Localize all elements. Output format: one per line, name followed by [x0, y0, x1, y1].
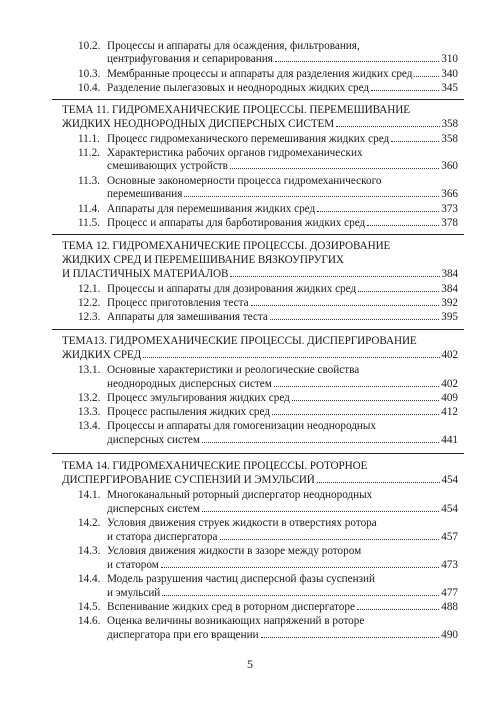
item-number: 14.2. — [78, 517, 101, 529]
item-title: Разделение пылегазовых и неоднородных жидких сред — [107, 82, 370, 94]
item-number: 12.3. — [78, 311, 101, 323]
page-ref: 360 — [441, 160, 458, 172]
page-ref: 490 — [441, 629, 458, 641]
item-title-cont: перемешивания — [107, 188, 183, 200]
toc-item-11-2-cont — [107, 160, 458, 173]
item-number: 14.4. — [78, 573, 101, 585]
item-row — [107, 68, 458, 81]
item-title: Процессы и аппараты для гомогенизации неоднородных — [107, 420, 377, 432]
page-ref: 488 — [441, 601, 458, 613]
item-title-cont: диспергатора при его вращении — [107, 629, 259, 641]
page-ref: 358 — [441, 118, 458, 130]
toc-item-13-1-cont — [107, 378, 458, 391]
page-ref: 441 — [441, 434, 458, 446]
toc-item-14-6-cont — [107, 629, 458, 642]
theme-14-title: ТЕМА 14. ГИДРОМЕХАНИЧЕСКИЕ ПРОЦЕССЫ. РОТОРНОЕ — [62, 460, 368, 472]
page-ref: 454 — [441, 503, 458, 515]
item-row — [107, 203, 458, 216]
item-row — [107, 406, 458, 419]
item-row — [107, 217, 458, 230]
page-ref: 402 — [441, 349, 458, 361]
toc-item-11-3-cont — [107, 188, 458, 201]
item-number: 12.1. — [78, 283, 101, 295]
page-ref: 412 — [441, 406, 458, 418]
item-row — [107, 392, 458, 405]
theme-13-title-cont — [62, 349, 458, 362]
item-title-cont: и статором — [107, 559, 159, 571]
item-title-cont: центрифугования и сепарирования — [107, 53, 273, 65]
item-row — [107, 133, 458, 146]
item-number: 11.2. — [78, 147, 100, 159]
page-ref: 373 — [441, 203, 458, 215]
item-number: 11.4. — [78, 203, 100, 215]
item-number: 14.5. — [78, 601, 101, 613]
toc-item-14-1-cont — [107, 503, 458, 516]
toc-item-14-2-cont — [107, 531, 458, 544]
page-ref: 366 — [441, 188, 458, 200]
item-number: 10.2. — [78, 40, 101, 52]
item-title: Модель разрушения частиц дисперсной фазы суспензий — [107, 573, 375, 585]
divider — [52, 234, 464, 235]
item-title: Процесс приготовления теста — [107, 297, 249, 309]
divider — [52, 329, 464, 330]
page-ref: 402 — [441, 378, 458, 390]
item-number: 13.2. — [78, 392, 101, 404]
toc-item-10-2-cont — [107, 53, 458, 66]
item-title-cont: неоднородных дисперсных систем — [107, 378, 272, 390]
page-ref: 395 — [441, 311, 458, 323]
theme-11-title-cont — [62, 118, 458, 131]
item-title: Основные характеристики и реологические свойства — [107, 364, 360, 376]
theme-14-title-cont — [62, 474, 458, 487]
item-title: Процесс и аппараты для барботирования жидких сред — [107, 217, 366, 229]
item-title: Условия движения жидкости в зазоре между ротором — [107, 545, 362, 557]
theme-12-title-cont: ЖИДКИХ СРЕД И ПЕРЕМЕШИВАНИЕ ВЯЗКОУПРУГИХ — [62, 254, 344, 266]
item-title-cont: дисперсных систем — [107, 503, 200, 515]
theme-11-title: ТЕМА 11. ГИДРОМЕХАНИЧЕСКИЕ ПРОЦЕССЫ. ПЕРЕМЕШИВАНИЕ — [62, 104, 410, 116]
item-number: 10.4. — [78, 82, 101, 94]
item-row — [107, 283, 458, 296]
divider — [52, 99, 464, 100]
item-title: Аппараты для перемешивания жидких сред — [107, 203, 316, 215]
item-number: 11.5. — [78, 217, 100, 229]
toc-item-14-3-cont — [107, 559, 458, 572]
page-ref: 457 — [441, 531, 458, 543]
item-title: Многоканальный роторный диспергатор неоднородных — [107, 489, 373, 501]
page-number: 5 — [247, 657, 253, 671]
theme-title-cont: ЖИДКИХ НЕОДНОРОДНЫХ ДИСПЕРСНЫХ СИСТЕМ — [62, 118, 335, 130]
page-ref: 384 — [441, 283, 458, 295]
item-title: Процесс распыления жидких сред — [107, 406, 271, 418]
item-title: Аппараты для замешивания теста — [107, 311, 268, 323]
toc-item-14-4-cont — [107, 587, 458, 600]
page-ref: 454 — [441, 474, 458, 486]
toc-item-13-4-cont — [107, 434, 458, 447]
item-title: Основные закономерности процесса гидромеханического — [107, 175, 382, 187]
item-title-cont: и статора диспергатора — [107, 531, 218, 543]
item-row — [107, 311, 458, 324]
theme-12-title-cont2 — [62, 268, 458, 281]
page-ref: 340 — [441, 68, 458, 80]
item-number: 11.3. — [78, 175, 100, 187]
page-ref: 473 — [441, 559, 458, 571]
page-ref: 477 — [441, 587, 458, 599]
page-ref: 358 — [441, 133, 458, 145]
item-number: 14.6. — [78, 615, 101, 627]
item-title-cont: дисперсных систем — [107, 434, 200, 446]
item-title: Условия движения струек жидкости в отверстиях ротора — [107, 517, 377, 529]
item-title: Характеристика рабочих органов гидромеханических — [107, 147, 363, 159]
item-row — [107, 82, 458, 95]
theme-title-cont: ДИСПЕРГИРОВАНИЕ СУСПЕНЗИЙ И ЭМУЛЬСИЙ — [62, 474, 315, 486]
page-ref: 409 — [441, 392, 458, 404]
theme-13-title: ТЕМА13. ГИДРОМЕХАНИЧЕСКИЕ ПРОЦЕССЫ. ДИСПЕРГИРОВАНИЕ — [62, 335, 417, 347]
item-title: Мембранные процессы и аппараты для разделения жидких сред — [107, 68, 413, 80]
item-number: 13.1. — [78, 364, 101, 376]
item-number: 12.2. — [78, 297, 101, 309]
page-ref: 310 — [441, 53, 458, 65]
page-ref: 345 — [441, 82, 458, 94]
item-title: Процесс эмульгирования жидких сред — [107, 392, 290, 404]
item-title-cont: и эмульсий — [107, 587, 161, 599]
item-number: 13.3. — [78, 406, 101, 418]
item-row — [107, 297, 458, 310]
item-title: Процесс гидромеханического перемешивания жидких сред — [107, 133, 390, 145]
item-title: Процессы и аппараты для дозирования жидких сред — [107, 283, 357, 295]
item-number: 14.3. — [78, 545, 101, 557]
item-number: 10.3. — [78, 68, 101, 80]
item-number: 14.1. — [78, 489, 101, 501]
page-ref: 378 — [441, 217, 458, 229]
theme-12-title: ТЕМА 12. ГИДРОМЕХАНИЧЕСКИЕ ПРОЦЕССЫ. ДОЗИРОВАНИЕ — [62, 240, 391, 252]
theme-title-cont: ЖИДКИХ СРЕД — [62, 349, 142, 361]
item-title: Процессы и аппараты для осаждения, фильтрования, — [107, 40, 360, 52]
page-ref: 392 — [441, 297, 458, 309]
divider — [52, 453, 464, 454]
page-ref: 384 — [441, 268, 458, 280]
item-row — [107, 601, 458, 614]
item-title-cont: смешивающих устройств — [107, 160, 228, 172]
item-title: Оценка величины возникающих напряжений в роторе — [107, 615, 365, 627]
item-number: 13.4. — [78, 420, 101, 432]
item-number: 11.1. — [78, 133, 100, 145]
theme-title-cont: И ПЛАСТИЧНЫХ МАТЕРИАЛОВ — [62, 268, 229, 280]
item-title: Вспенивание жидких сред в роторном диспергаторе — [107, 601, 355, 613]
